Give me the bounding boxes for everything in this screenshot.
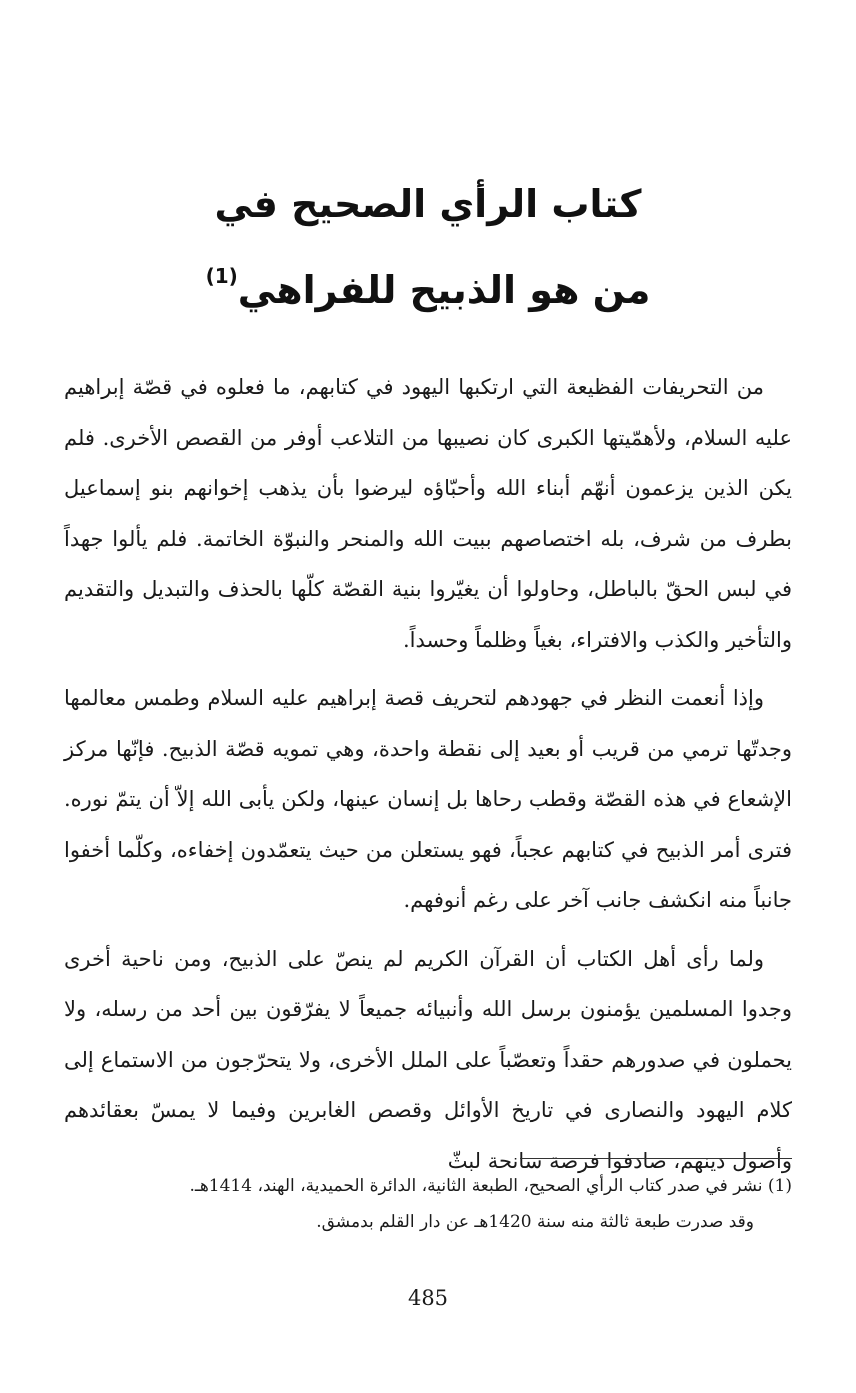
footnote-line-2: وقد صدرت طبعة ثالثة منه سنة 1420هـ عن دار القلم بدمشق. bbox=[316, 1212, 754, 1232]
title-footnote-mark[interactable]: (1) bbox=[205, 264, 238, 288]
paragraph-2: وإذا أنعمت النظر في جهودهم لتحريف قصة إبراهيم عليه السلام وطمس معالمها وجدتّها ترمي من قريب أو بعيد إلى نقطة واحدة، وهي تمويه قصّة الذبيح. فإنّها مركز الإشعاع في هذه القصّة وقطب رحاها بل إنسان عينها، ولكن يأبى الله إلاّ أن يتمّ نوره. فترى أمر الذبيح في كتابهم عجباً، فهو يستعلن من حيث يتعمّدون إخفاءه، وكلّما أخفوا جانباً منه انكشف جانب آخر على رغم أنوفهم. bbox=[64, 686, 792, 912]
paragraph-3: ولما رأى أهل الكتاب أن القرآن الكريم لم ينصّ على الذبيح، ومن ناحية أخرى وجدوا المسلمين يؤمنون برسل الله وأنبيائه جميعاً لا يفرّقون بين أحد من رسله، ولا يحملون في صدورهم حقداً وتعصّباً على الملل الأخرى، ولا يتحرّجون من الاستماع إلى كلام اليهود والنصارى في تاريخ الأوائل وقصص الغابرين وفيما لا يمسّ بعقائدهم وأصول دينهم، صادفوا فرصة سانحة لبثّ bbox=[64, 946, 793, 1173]
chapter-title-line-1: كتاب الرأي الصحيح في bbox=[214, 182, 642, 226]
page-number: 485 bbox=[407, 1286, 449, 1310]
body-text bbox=[64, 362, 792, 1194]
footnote-divider bbox=[520, 1158, 792, 1159]
footnote-marker: (1) bbox=[767, 1176, 792, 1196]
chapter-title-line-2 bbox=[0, 240, 856, 326]
footnote-line-1 bbox=[64, 1168, 792, 1204]
chapter-title bbox=[0, 168, 856, 326]
footnote bbox=[64, 1168, 792, 1240]
chapter-title-line-2-text: من هو الذبيح للفراهي bbox=[237, 268, 651, 312]
footnote-text-1: نشر في صدر كتاب الرأي الصحيح، الطبعة الثانية، الدائرة الحميدية، الهند، 1414هـ. bbox=[189, 1176, 763, 1196]
paragraph-1: من التحريفات الفظيعة التي ارتكبها اليهود في كتابهم، ما فعلوه في قصّة إبراهيم عليه السلام، ولأهمّيتها الكبرى كان نصيبها من التلاعب أوفر من القصص الأخرى. فلم يكن الذين يزعمون أنهّم أبناء الله وأحبّاؤه ليرضوا بأن يذهب إخوانهم بنو إسماعيل بطرف من شرف، بله اختصاصهم ببيت الله والمنحر والنبوّة الخاتمة. فلم يألوا جهداً في لبس الحقّ بالباطل، وحاولوا أن يغيّروا بنية القصّة كلّها بالحذف والتبديل والتقديم والتأخير والكذب والافتراء، بغياً وظلماً وحسداً. bbox=[64, 375, 792, 652]
